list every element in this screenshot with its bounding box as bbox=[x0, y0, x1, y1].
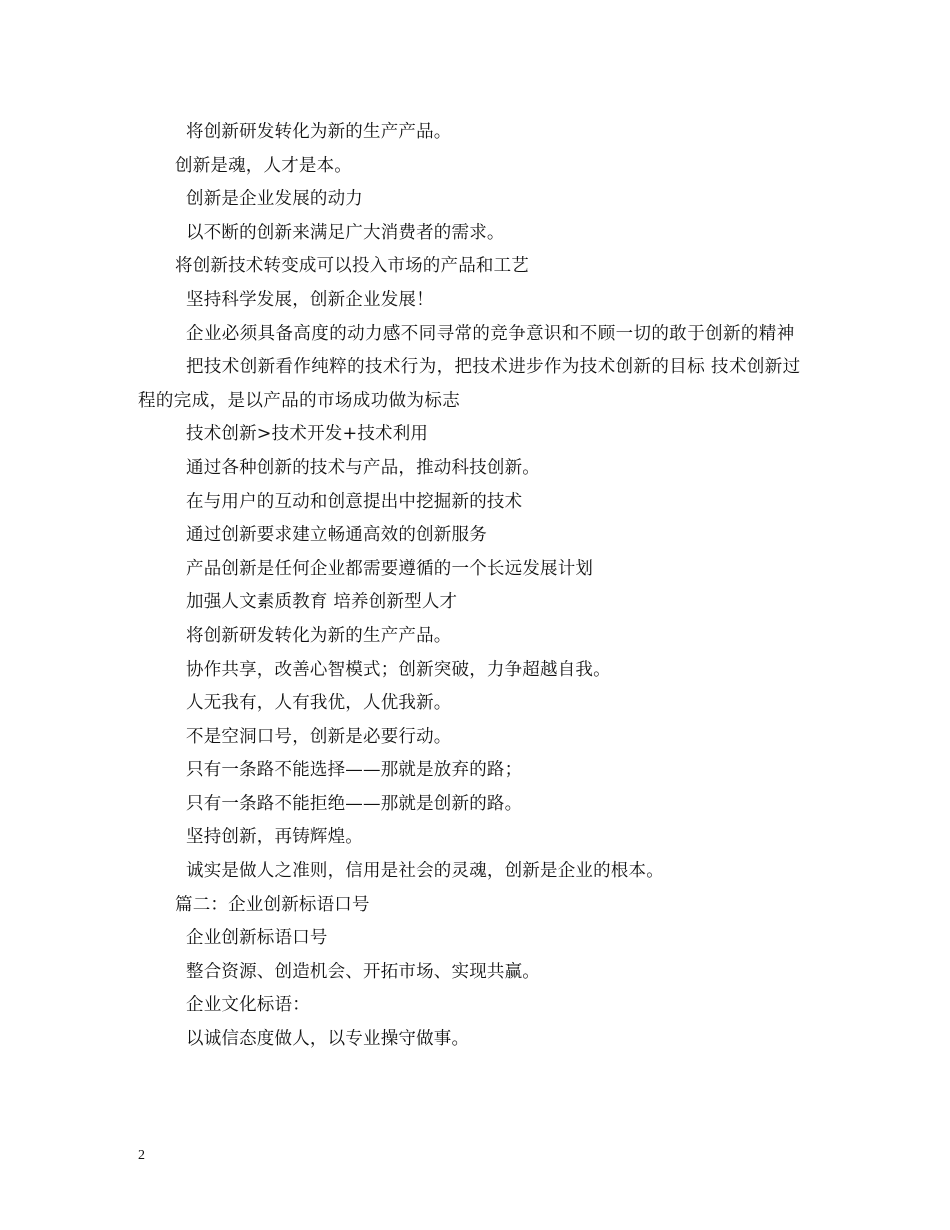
text-line: 只有一条路不能拒绝——那就是创新的路。 bbox=[186, 793, 523, 814]
text-line: 协作共享，改善心智模式；创新突破，力争超越自我。 bbox=[186, 659, 611, 680]
paragraph: 把技术创新看作纯粹的技术行为，把技术进步作为技术创新的目标 技术创新过程的完成，是以产品的市场成功做为标志 bbox=[138, 357, 801, 411]
text-line: 以诚信态度做人，以专业操守做事。 bbox=[186, 1029, 470, 1050]
page-number: 2 bbox=[138, 1148, 145, 1163]
text-line: 加强人文素质教育 培养创新型人才 bbox=[186, 592, 458, 613]
text-line: 将创新研发转化为新的生产产品。 bbox=[186, 625, 452, 646]
document-body bbox=[138, 116, 818, 1057]
text-line: 只有一条路不能选择——那就是放弃的路； bbox=[186, 760, 523, 781]
text-line: 创新是魂，人才是本。 bbox=[175, 155, 352, 176]
text-line: 将创新研发转化为新的生产产品。 bbox=[186, 122, 452, 142]
text-line: 技术创新>技术开发+技术利用 bbox=[186, 424, 429, 445]
text-line: 将创新技术转变成可以投入市场的产品和工艺 bbox=[175, 256, 529, 277]
text-line: 以不断的创新来满足广大消费者的需求。 bbox=[186, 222, 505, 243]
text-line: 整合资源、创造机会、开拓市场、实现共赢。 bbox=[186, 961, 540, 982]
text-line: 产品创新是任何企业都需要遵循的一个长远发展计划 bbox=[186, 558, 594, 579]
text-line: 坚持科学发展，创新企业发展！ bbox=[186, 289, 434, 310]
text-line: 诚实是做人之准则，信用是社会的灵魂，创新是企业的根本。 bbox=[186, 861, 664, 882]
text-line: 创新是企业发展的动力 bbox=[186, 189, 363, 210]
text-line: 在与用户的互动和创意提出中挖掘新的技术 bbox=[186, 491, 523, 512]
text-line: 坚持创新，再铸辉煌。 bbox=[186, 827, 363, 848]
text-line: 不是空洞口号，创新是必要行动。 bbox=[186, 726, 452, 747]
text-line: 通过各种创新的技术与产品，推动科技创新。 bbox=[186, 457, 540, 478]
text-line: 企业创新标语口号 bbox=[186, 928, 328, 949]
text-line: 通过创新要求建立畅通高效的创新服务 bbox=[186, 525, 487, 546]
section-heading: 篇二：企业创新标语口号 bbox=[175, 894, 370, 915]
paragraph: 企业必须具备高度的动力感不同寻常的竞争意识和不顾一切的敢于创新的精神 bbox=[186, 323, 795, 344]
text-line: 人无我有，人有我优，人优我新。 bbox=[186, 693, 452, 714]
text-line: 企业文化标语： bbox=[186, 995, 310, 1016]
